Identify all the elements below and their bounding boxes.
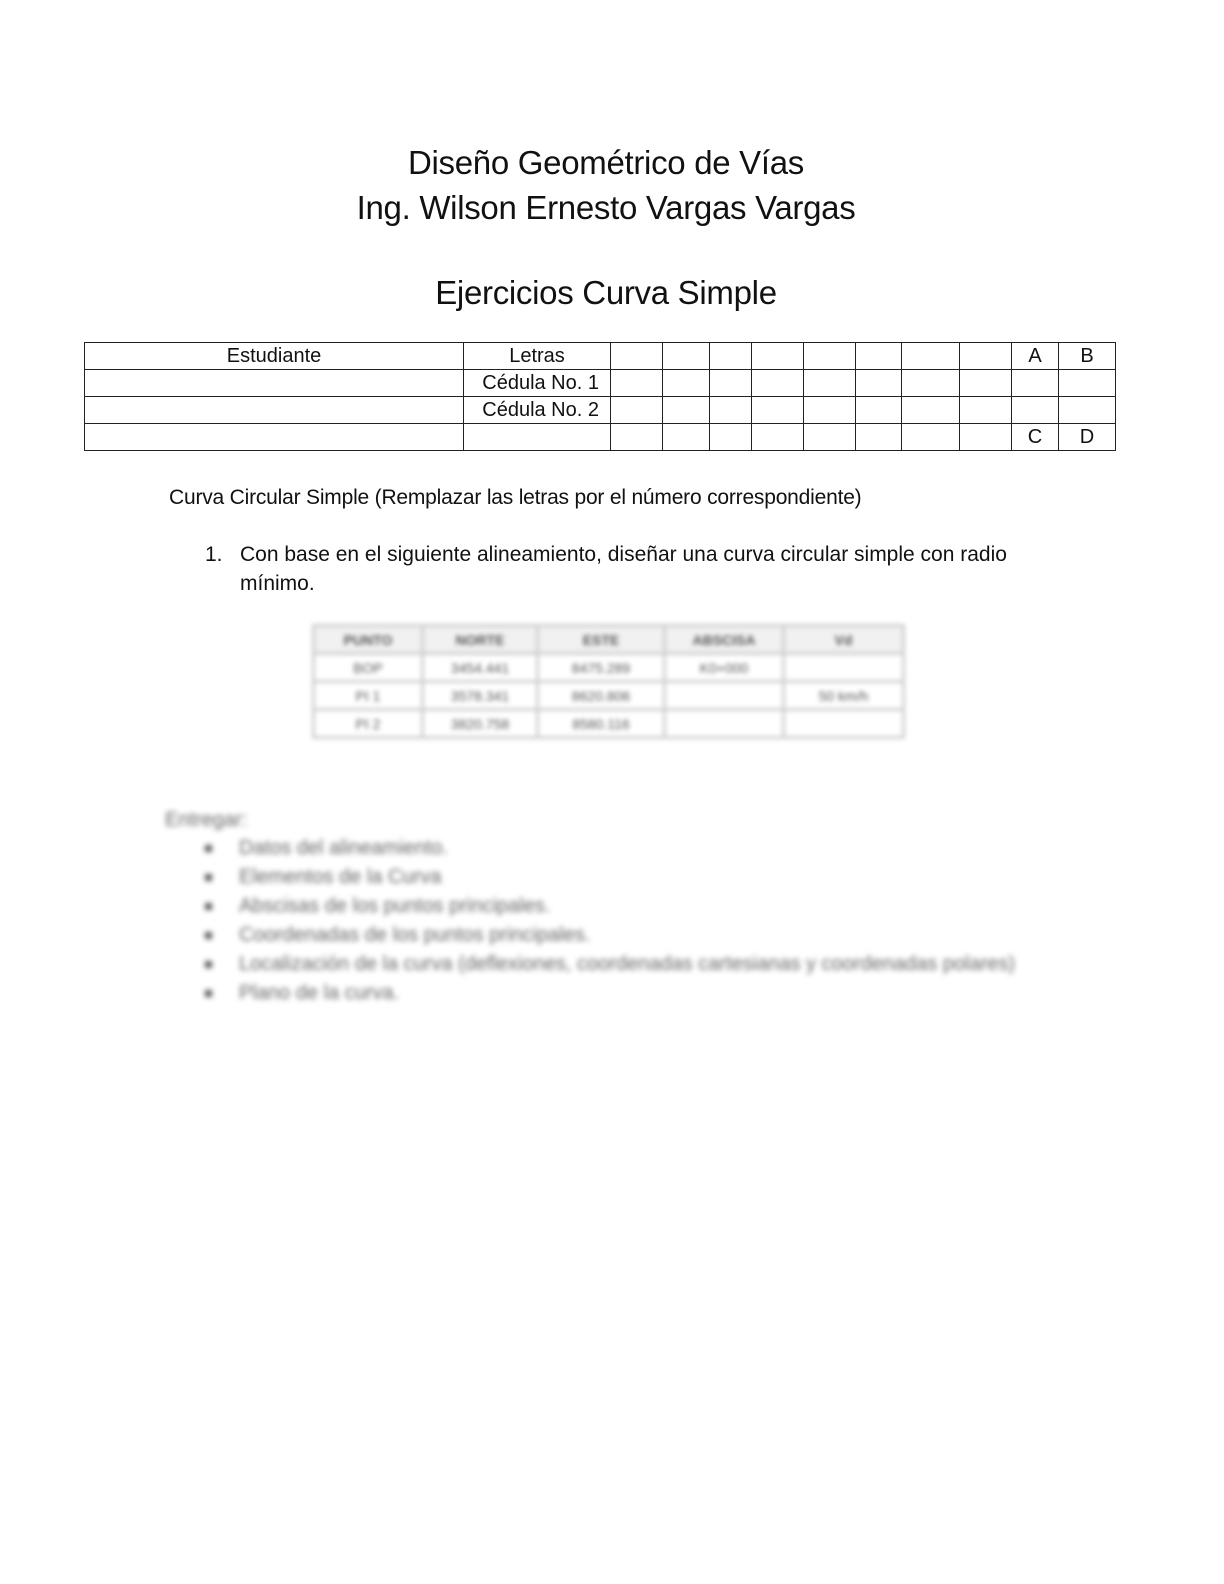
list-item (205, 863, 1065, 892)
letter-cell[interactable] (804, 343, 856, 370)
list-item-text: Coordenadas de los puntos principales. (239, 924, 591, 946)
letter-cell[interactable] (960, 343, 1012, 370)
digit-cell[interactable] (804, 397, 856, 424)
letter-b-label: B (1059, 343, 1116, 370)
list-item-text: Abscisas de los puntos principales. (239, 895, 551, 917)
letters-label: Letras (464, 343, 611, 370)
bullet-icon (205, 845, 212, 852)
student-info-table (84, 342, 1116, 451)
deliverables-list (165, 834, 1065, 1008)
deliverables-section (165, 806, 1065, 1008)
letter-c-label: C (1012, 424, 1059, 451)
list-item (205, 979, 1065, 1008)
id1-label: Cédula No. 1 (464, 370, 611, 397)
table-row (85, 343, 1116, 370)
table-row (85, 424, 1116, 451)
table-cell: 50 km/h (784, 682, 904, 710)
table-cell: 3578.341 (423, 682, 538, 710)
table-cell: 8475.289 (538, 654, 665, 682)
instructor-name: Ing. Wilson Ernesto Vargas Vargas (356, 189, 856, 226)
id2-label: Cédula No. 2 (464, 397, 611, 424)
empty-cell (856, 424, 902, 451)
column-header: ABSCISA (665, 626, 784, 654)
student-label: Estudiante (85, 343, 464, 370)
empty-cell (804, 424, 856, 451)
table-cell: PI 1 (314, 682, 423, 710)
empty-cell (464, 424, 611, 451)
column-header: NORTE (423, 626, 538, 654)
digit-cell[interactable] (960, 397, 1012, 424)
digit-cell[interactable] (611, 370, 663, 397)
column-header: ESTE (538, 626, 665, 654)
table-row (314, 682, 904, 710)
letter-cell[interactable] (902, 343, 960, 370)
empty-cell (611, 424, 663, 451)
table-cell: BOP (314, 654, 423, 682)
column-header: PUNTO (314, 626, 423, 654)
section-heading: Curva Circular Simple (Remplazar las letras por el número correspondiente) (169, 486, 862, 509)
list-item (205, 950, 1065, 979)
digit-cell[interactable] (710, 370, 752, 397)
empty-cell (710, 424, 752, 451)
letter-cell[interactable] (752, 343, 804, 370)
digit-cell[interactable] (856, 370, 902, 397)
table-cell: 3820.758 (423, 710, 538, 738)
digit-cell[interactable] (902, 370, 960, 397)
digit-cell[interactable] (1012, 370, 1059, 397)
digit-cell[interactable] (856, 397, 902, 424)
table-cell: PI 2 (314, 710, 423, 738)
list-item-text: Localización de la curva (deflexiones, coordenadas cartesianas y coordenadas polares) (239, 953, 1016, 975)
list-item-text: Plano de la curva. (239, 982, 400, 1004)
table-cell: 8620.806 (538, 682, 665, 710)
list-item (205, 892, 1065, 921)
course-title: Diseño Geométrico de Vías (407, 144, 805, 181)
empty-cell (663, 424, 710, 451)
list-item (205, 834, 1065, 863)
table-cell: 3454.441 (423, 654, 538, 682)
digit-cell[interactable] (752, 370, 804, 397)
table-cell (784, 710, 904, 738)
student-name-cell[interactable] (85, 424, 464, 451)
empty-cell (902, 424, 960, 451)
list-item-text: Elementos de la Curva (239, 866, 442, 888)
empty-cell (752, 424, 804, 451)
alignment-table (312, 624, 905, 739)
digit-cell[interactable] (663, 370, 710, 397)
deliverables-label: Entregar: (165, 809, 248, 831)
digit-cell[interactable] (611, 397, 663, 424)
student-name-cell[interactable] (85, 397, 464, 424)
table-cell (665, 710, 784, 738)
bullet-icon (205, 874, 212, 881)
exercise-text: Con base en el siguiente alineamiento, diseñar una curva circular simple con radio mínimo. (240, 543, 1007, 595)
digit-cell[interactable] (1012, 397, 1059, 424)
document-title (0, 140, 1212, 230)
digit-cell[interactable] (902, 397, 960, 424)
digit-cell[interactable] (710, 397, 752, 424)
exercise-item (205, 540, 1045, 598)
exercise-number: 1. (205, 543, 223, 566)
letter-cell[interactable] (856, 343, 902, 370)
student-name-cell[interactable] (85, 370, 464, 397)
table-row (314, 710, 904, 738)
table-cell: K0+000 (665, 654, 784, 682)
list-item (205, 921, 1065, 950)
empty-cell (960, 424, 1012, 451)
letter-d-label: D (1059, 424, 1116, 451)
table-row (314, 654, 904, 682)
table-cell (784, 654, 904, 682)
document-subtitle: Ejercicios Curva Simple (435, 274, 777, 311)
column-header: Vd (784, 626, 904, 654)
digit-cell[interactable] (663, 397, 710, 424)
bullet-icon (205, 990, 212, 997)
letter-cell[interactable] (710, 343, 752, 370)
list-item-text: Datos del alineamiento. (239, 837, 449, 859)
table-row (85, 397, 1116, 424)
table-row (85, 370, 1116, 397)
digit-cell[interactable] (1059, 370, 1116, 397)
bullet-icon (205, 932, 212, 939)
letter-cell[interactable] (663, 343, 710, 370)
digit-cell[interactable] (960, 370, 1012, 397)
digit-cell[interactable] (1059, 397, 1116, 424)
table-cell (665, 682, 784, 710)
bullet-icon (205, 903, 212, 910)
letter-cell[interactable] (611, 343, 663, 370)
digit-cell[interactable] (752, 397, 804, 424)
table-header-row (314, 626, 904, 654)
table-cell: 8580.116 (538, 710, 665, 738)
letter-a-label: A (1012, 343, 1059, 370)
digit-cell[interactable] (804, 370, 856, 397)
bullet-icon (205, 961, 212, 968)
